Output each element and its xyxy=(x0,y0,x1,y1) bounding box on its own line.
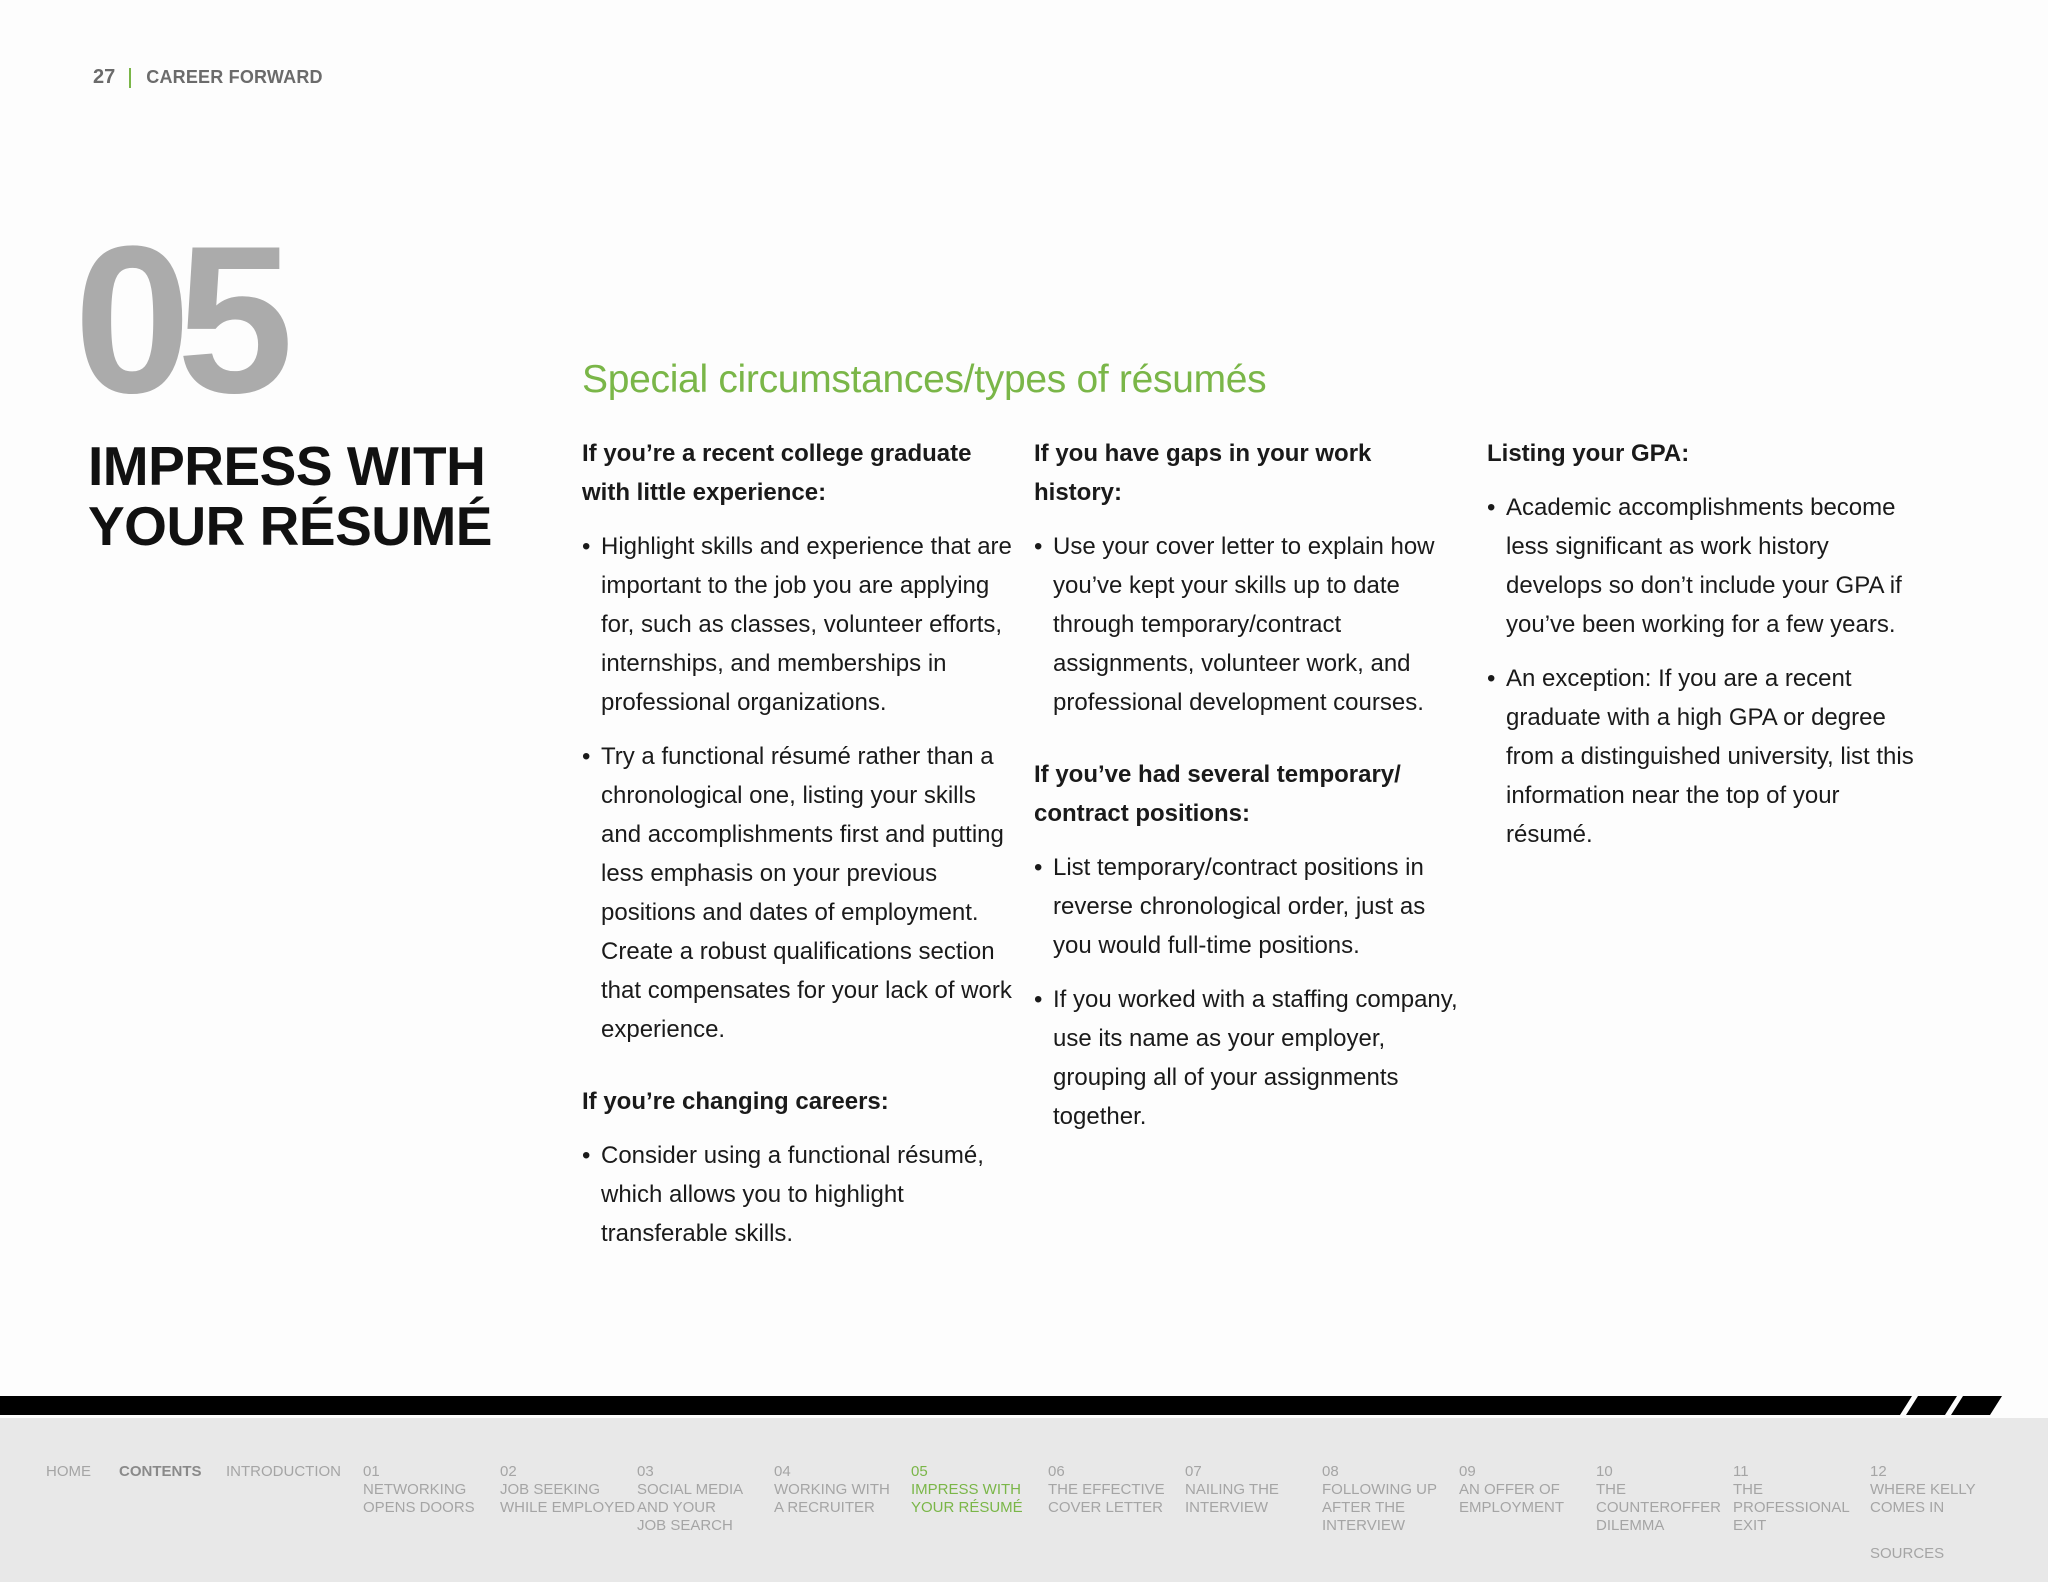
nav-link-where-kelly-comes-in[interactable]: 12 WHERE KELLY COMES IN xyxy=(1870,1463,1976,1516)
chapter-title xyxy=(88,436,492,556)
nav-link-introduction[interactable]: INTRODUCTION xyxy=(226,1463,341,1480)
rule-bar-stripe-1 xyxy=(1906,1396,1957,1415)
nav-link-networking-opens-doors[interactable]: 01 NETWORKING OPENS DOORS xyxy=(363,1463,475,1516)
bullet-list xyxy=(582,527,1012,1049)
bullet-item xyxy=(582,1136,1012,1253)
nav-link-contents[interactable]: CONTENTS xyxy=(119,1463,202,1480)
bullet-text: Try a functional résumé rather than a chronological one, listing your skills and accomplishments first and putting less emphasis on your previous positions and dates of employment. Create a robust qualifications section that compensates for your lack of work experience. xyxy=(601,743,1012,1043)
bullet-icon: • xyxy=(582,1142,591,1169)
nav-link-the-counteroffer-dilemma[interactable]: 10 THE COUNTEROFFER DILEMMA xyxy=(1596,1463,1721,1534)
bullet-icon: • xyxy=(582,743,591,770)
bullet-list xyxy=(1487,488,1927,854)
rule-bar-main xyxy=(0,1396,1912,1415)
header-divider xyxy=(129,68,131,88)
bullet-item xyxy=(1487,659,1927,854)
content-column-2 xyxy=(1034,434,1464,1169)
section-heading: If you have gaps in your work history: xyxy=(1034,440,1372,506)
bullet-item xyxy=(582,527,1012,722)
publication-title: CAREER FORWARD xyxy=(146,67,323,87)
nav-link-nailing-the-interview[interactable]: 07 NAILING THE INTERVIEW xyxy=(1185,1463,1279,1516)
bullet-item xyxy=(1034,980,1464,1136)
bullet-item xyxy=(1034,527,1464,722)
section-heading: If you’re changing careers: xyxy=(582,1088,889,1115)
section-heading: If you’ve had several temporary/ contract positions: xyxy=(1034,761,1401,827)
page-header xyxy=(93,66,323,89)
rule-bar-stripe-2 xyxy=(1951,1396,2002,1415)
bullet-text: Academic accomplishments become less significant as work history develops so don’t include your GPA if you’ve been working for a few years. xyxy=(1506,494,1902,638)
nav-link-sources[interactable]: SOURCES xyxy=(1870,1545,1945,1562)
bullet-icon: • xyxy=(1487,665,1496,692)
bullet-icon: • xyxy=(1034,986,1043,1013)
chapter-title-line2: YOUR RÉSUMÉ xyxy=(88,495,492,557)
bullet-icon: • xyxy=(1034,533,1043,560)
content-column-3 xyxy=(1487,434,1927,887)
chapter-number: 05 xyxy=(74,202,280,437)
page-number: 27 xyxy=(93,66,116,88)
nav-link-the-professional-exit[interactable]: 11 THE PROFESSIONAL EXIT xyxy=(1733,1463,1850,1534)
footer-rule-bar xyxy=(0,1396,2048,1415)
section-heading: If you’re a recent college graduate with little experience: xyxy=(582,440,972,506)
bullet-item xyxy=(582,737,1012,1049)
nav-link-social-media-and-your-job-search[interactable]: 03 SOCIAL MEDIA AND YOUR JOB SEARCH xyxy=(637,1463,744,1534)
bullet-text: If you worked with a staffing company, use its name as your employer, grouping all of your assignments together. xyxy=(1053,986,1458,1130)
section-heading: Listing your GPA: xyxy=(1487,440,1690,467)
bullet-icon: • xyxy=(582,533,591,560)
bullet-icon: • xyxy=(1034,854,1043,881)
footer-navigation xyxy=(0,1418,2048,1582)
page-subheading: Special circumstances/types of résumés xyxy=(582,358,1267,401)
bullet-item xyxy=(1487,488,1927,644)
nav-link-job-seeking-while-employed[interactable]: 02 JOB SEEKING WHILE EMPLOYED xyxy=(500,1463,636,1516)
nav-link-the-effective-cover-letter[interactable]: 06 THE EFFECTIVE COVER LETTER xyxy=(1048,1463,1165,1516)
bullet-item xyxy=(1034,848,1464,965)
bullet-text: List temporary/contract positions in reverse chronological order, just as you would full-time positions. xyxy=(1053,854,1426,959)
nav-link-following-up-after-the-interview[interactable]: 08 FOLLOWING UP AFTER THE INTERVIEW xyxy=(1322,1463,1438,1534)
nav-link-an-offer-of-employment[interactable]: 09 AN OFFER OF EMPLOYMENT xyxy=(1459,1463,1565,1516)
bullet-icon: • xyxy=(1487,494,1496,521)
bullet-list xyxy=(582,1136,1012,1253)
bullet-list xyxy=(1034,527,1464,722)
nav-link-home[interactable]: HOME xyxy=(46,1463,91,1480)
nav-link-working-with-a-recruiter[interactable]: 04 WORKING WITH A RECRUITER xyxy=(774,1463,890,1516)
content-column-1 xyxy=(582,434,1012,1286)
bullet-text: Consider using a functional résumé, which allows you to highlight transferable skills. xyxy=(601,1142,984,1247)
bullet-text: Highlight skills and experience that are important to the job you are applying for, such as classes, volunteer efforts, internships, and memberships in professional organizations. xyxy=(601,533,1012,716)
chapter-title-line1: IMPRESS WITH xyxy=(88,435,486,497)
bullet-list xyxy=(1034,848,1464,1136)
bullet-text: Use your cover letter to explain how you’ve kept your skills up to date through temporary/contract assignments, volunteer work, and professional development courses. xyxy=(1053,533,1435,716)
nav-link-impress-with-your-r-sum[interactable]: 05 IMPRESS WITH YOUR RÉSUMÉ xyxy=(911,1463,1023,1516)
bullet-text: An exception: If you are a recent graduate with a high GPA or degree from a distinguished university, list this information near the top of your résumé. xyxy=(1506,665,1914,848)
